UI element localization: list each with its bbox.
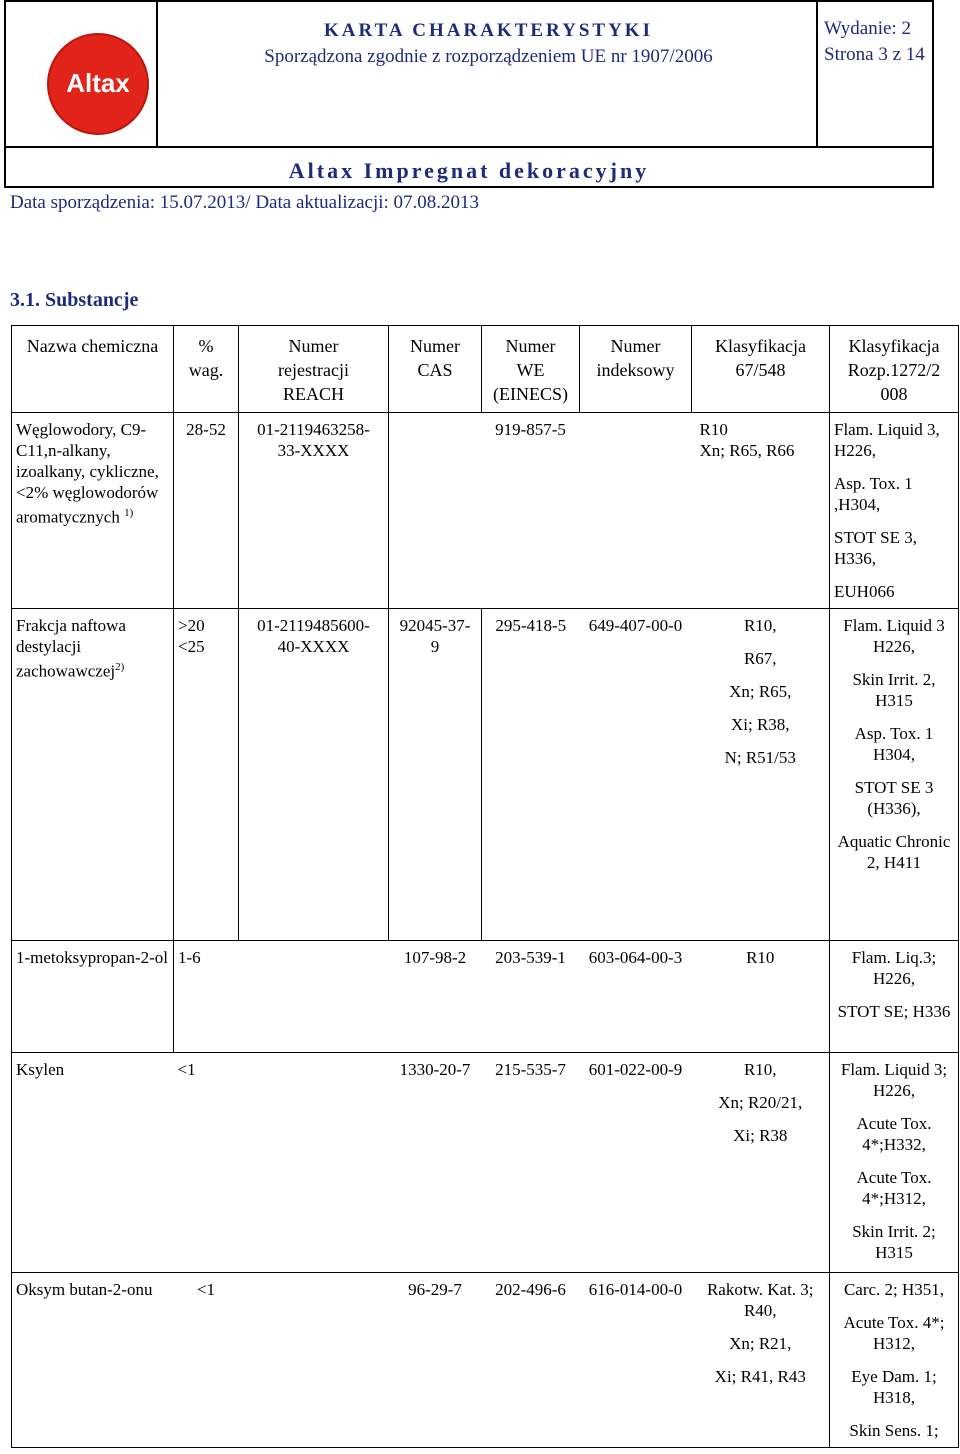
cell-pct: 28-52 <box>174 413 239 609</box>
cell-cas: 96-29-7 <box>389 1273 482 1448</box>
document-dates: Data sporządzenia: 15.07.2013/ Data aktualizacji: 07.08.2013 <box>10 192 480 213</box>
cell-cas: 92045-37- 9 <box>389 609 482 941</box>
cell-we: 295-418-5 <box>482 609 580 941</box>
cell-reach: 01-2119485600- 40-XXXX <box>239 609 389 941</box>
table-row <box>12 1053 959 1273</box>
cell-pct: <1 <box>174 1053 239 1273</box>
cell-we: 203-539-1 <box>482 941 580 1053</box>
cell-cas <box>389 413 482 609</box>
header-divider <box>6 146 932 148</box>
cell-index <box>580 413 692 609</box>
header-class-1272: Klasyfikacja Rozp.1272/2 008 <box>830 326 959 413</box>
cell-class-67548: R10, Xn; R20/21, Xi; R38 <box>692 1053 830 1273</box>
table-row <box>12 1273 959 1448</box>
cell-name: Oksym butan-2-onu <box>12 1273 174 1448</box>
edition-info <box>824 16 928 68</box>
cell-pct: 1-6 <box>174 941 239 1053</box>
cell-name: Ksylen <box>12 1053 174 1273</box>
cell-index: 649-407-00-0 <box>580 609 692 941</box>
cell-class-67548: Rakotw. Kat. 3; R40, Xn; R21, Xi; R41, R43 <box>692 1273 830 1448</box>
cell-index: 603-064-00-3 <box>580 941 692 1053</box>
cell-pct: <1 <box>174 1273 239 1448</box>
table-row <box>12 941 959 1053</box>
cell-class-67548: R10, R67, Xn; R65, Xi; R38, N; R51/53 <box>692 609 830 941</box>
header-cas: Numer CAS <box>389 326 482 413</box>
header-divider <box>816 2 818 148</box>
cell-class-67548: R10 Xn; R65, R66 <box>692 413 830 609</box>
cell-pct: >20 <25 <box>174 609 239 941</box>
cell-name: Frakcja naftowa destylacji zachowawczej$^{2)}$ <box>12 609 174 941</box>
header-reach: Numer rejestracji REACH <box>239 326 389 413</box>
cell-we: 215-535-7 <box>482 1053 580 1273</box>
cell-we: 202-496-6 <box>482 1273 580 1448</box>
product-name: Altax Impregnat dekoracyjny <box>288 158 650 183</box>
table-row <box>12 413 959 609</box>
header-divider <box>156 2 158 148</box>
document-subtitle: Sporządzona zgodnie z rozporządzeniem UE nr 1907/2006 <box>264 46 713 67</box>
cell-name: 1-metoksypropan-2-ol <box>12 941 174 1053</box>
header-pct: % wag. <box>174 326 239 413</box>
cell-class-1272: Flam. Liquid 3 H226, Skin Irrit. 2, H315 Asp. Tox. 1 H304, STOT SE 3 (H336), Aquatic Chronic 2, H411 <box>830 609 959 941</box>
page-number: Strona 3 z 14 <box>824 44 925 65</box>
table-row <box>12 609 959 941</box>
logo-text: Altax <box>66 68 130 98</box>
cell-cas: 1330-20-7 <box>389 1053 482 1273</box>
document-title: KARTA CHARAKTERYSTYKI <box>324 20 653 41</box>
cell-class-1272: Flam. Liquid 3; H226, Acute Tox. 4*;H332, Acute Tox. 4*;H312, Skin Irrit. 2; H315 <box>830 1053 959 1273</box>
header-we: Numer WE (EINECS) <box>482 326 580 413</box>
cell-reach <box>239 1053 389 1273</box>
cell-class-1272: Flam. Liquid 3, H226, Asp. Tox. 1 ,H304, STOT SE 3, H336, EUH066 <box>830 413 959 609</box>
cell-index: 601-022-00-9 <box>580 1053 692 1273</box>
cell-class-67548: R10 <box>692 941 830 1053</box>
edition-label: Wydanie: 2 <box>824 18 911 39</box>
cell-index: 616-014-00-0 <box>580 1273 692 1448</box>
cell-name: Węglowodory, C9-C11,n-alkany, izoalkany, cykliczne, <2% węglowodorów aromatycznych $^{1)}$ <box>12 413 174 609</box>
altax-logo <box>46 32 150 136</box>
header-class-67548: Klasyfikacja 67/548 <box>692 326 830 413</box>
section-title: 3.1. Substancje <box>10 289 139 311</box>
cell-reach <box>239 1273 389 1448</box>
cell-we: 919-857-5 <box>482 413 580 609</box>
header-index: Numer indeksowy <box>580 326 692 413</box>
table-header-row <box>12 326 959 413</box>
cell-class-1272: Flam. Liq.3; H226, STOT SE; H336 <box>830 941 959 1053</box>
cell-reach <box>239 941 389 1053</box>
header-name: Nazwa chemiczna <box>12 326 174 413</box>
substances-table <box>11 325 959 1448</box>
cell-reach: 01-2119463258- 33-XXXX <box>239 413 389 609</box>
cell-cas: 107-98-2 <box>389 941 482 1053</box>
document-header <box>4 0 934 188</box>
cell-class-1272: Carc. 2; H351, Acute Tox. 4*; H312, Eye Dam. 1; H318, Skin Sens. 1; <box>830 1273 959 1448</box>
